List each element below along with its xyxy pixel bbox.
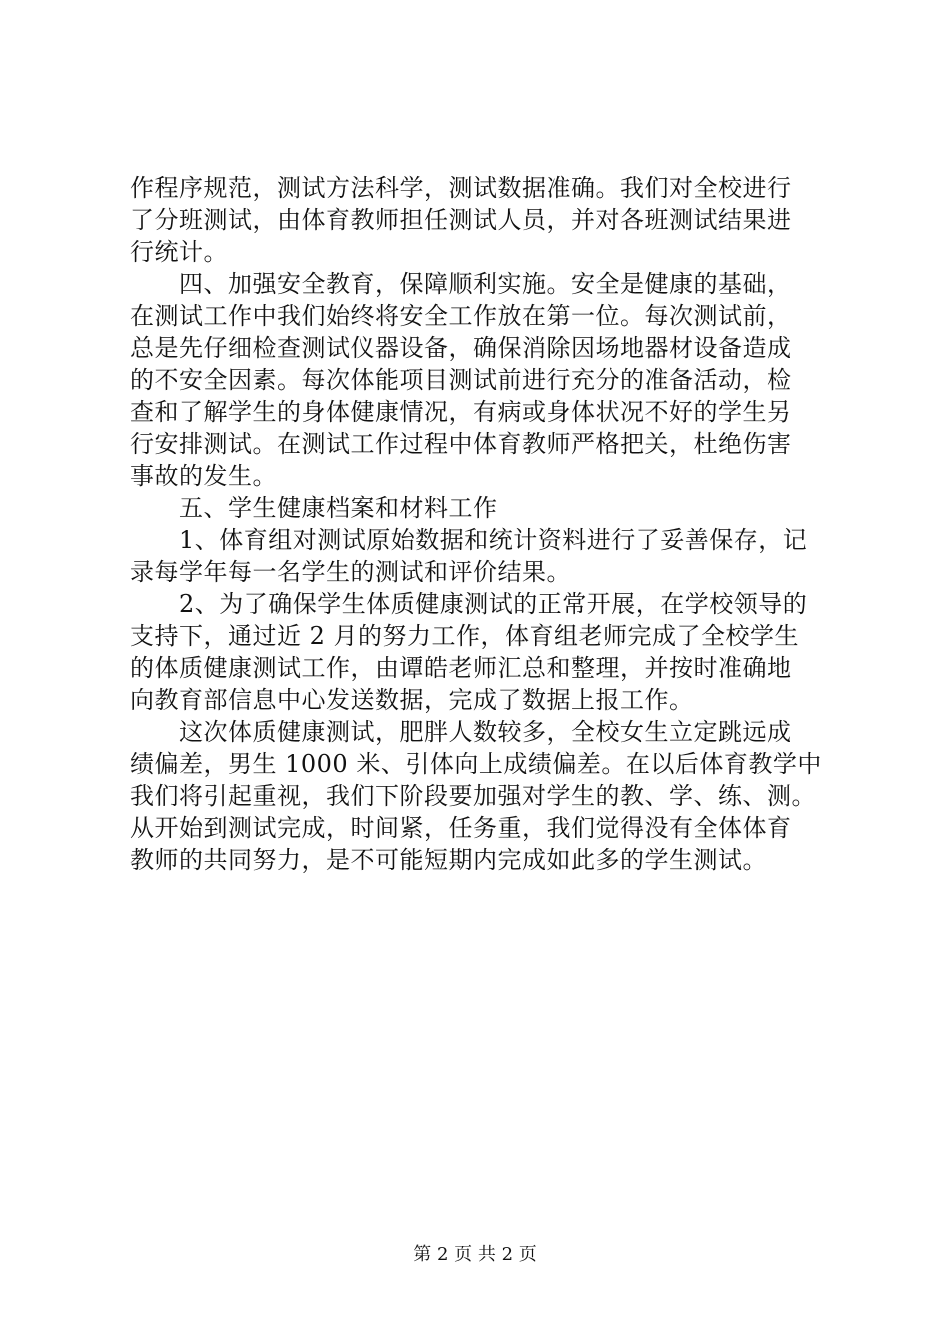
text-line: 行统计。 [130,238,228,266]
text-line: 在测试工作中我们始终将安全工作放在第一位。每次测试前， [130,302,792,330]
text-line: 支持下，通过近 2 月的努力工作，体育组老师完成了全校学生 [130,622,800,650]
text-line: 向教育部信息中心发送数据，完成了数据上报工作。 [130,686,694,714]
item-one-line: 1、体育组对测试原始数据和统计资料进行了妥善保存，记 [130,526,808,554]
section-five-heading: 五、学生健康档案和材料工作 [130,494,498,522]
text-line: 的不安全因素。每次体能项目测试前进行充分的准备活动，检 [130,366,792,394]
text-line: 从开始到测试完成，时间紧，任务重，我们觉得没有全体体育 [130,814,792,842]
text-line: 查和了解学生的身体健康情况，有病或身体状况不好的学生另 [130,398,792,426]
item-two-line: 2、为了确保学生体质健康测试的正常开展，在学校领导的 [130,590,808,618]
summary-line: 这次体质健康测试，肥胖人数较多，全校女生立定跳远成 [130,718,792,746]
text-line: 录每学年每一名学生的测试和评价结果。 [130,558,571,586]
text-line: 了分班测试，由体育教师担任测试人员，并对各班测试结果进 [130,206,792,234]
page-footer: 第 2 页 共 2 页 [413,1244,537,1265]
text-line: 教师的共同努力，是不可能短期内完成如此多的学生测试。 [130,846,767,874]
text-line: 总是先仔细检查测试仪器设备，确保消除因场地器材设备造成 [130,334,792,362]
text-line: 事故的发生。 [130,462,277,490]
text-line: 绩偏差，男生 1000 米、引体向上成绩偏差。在以后体育教学中 [130,750,822,778]
text-line: 作程序规范，测试方法科学，测试数据准确。我们对全校进行 [130,174,792,202]
text-line: 的体质健康测试工作，由谭皓老师汇总和整理，并按时准确地 [130,654,792,682]
section-four-line: 四、加强安全教育，保障顺利实施。安全是健康的基础， [130,270,792,298]
text-line: 行安排测试。在测试工作过程中体育教师严格把关，杜绝伤害 [130,430,792,458]
text-line: 我们将引起重视，我们下阶段要加强对学生的教、学、练、测。 [130,782,816,810]
